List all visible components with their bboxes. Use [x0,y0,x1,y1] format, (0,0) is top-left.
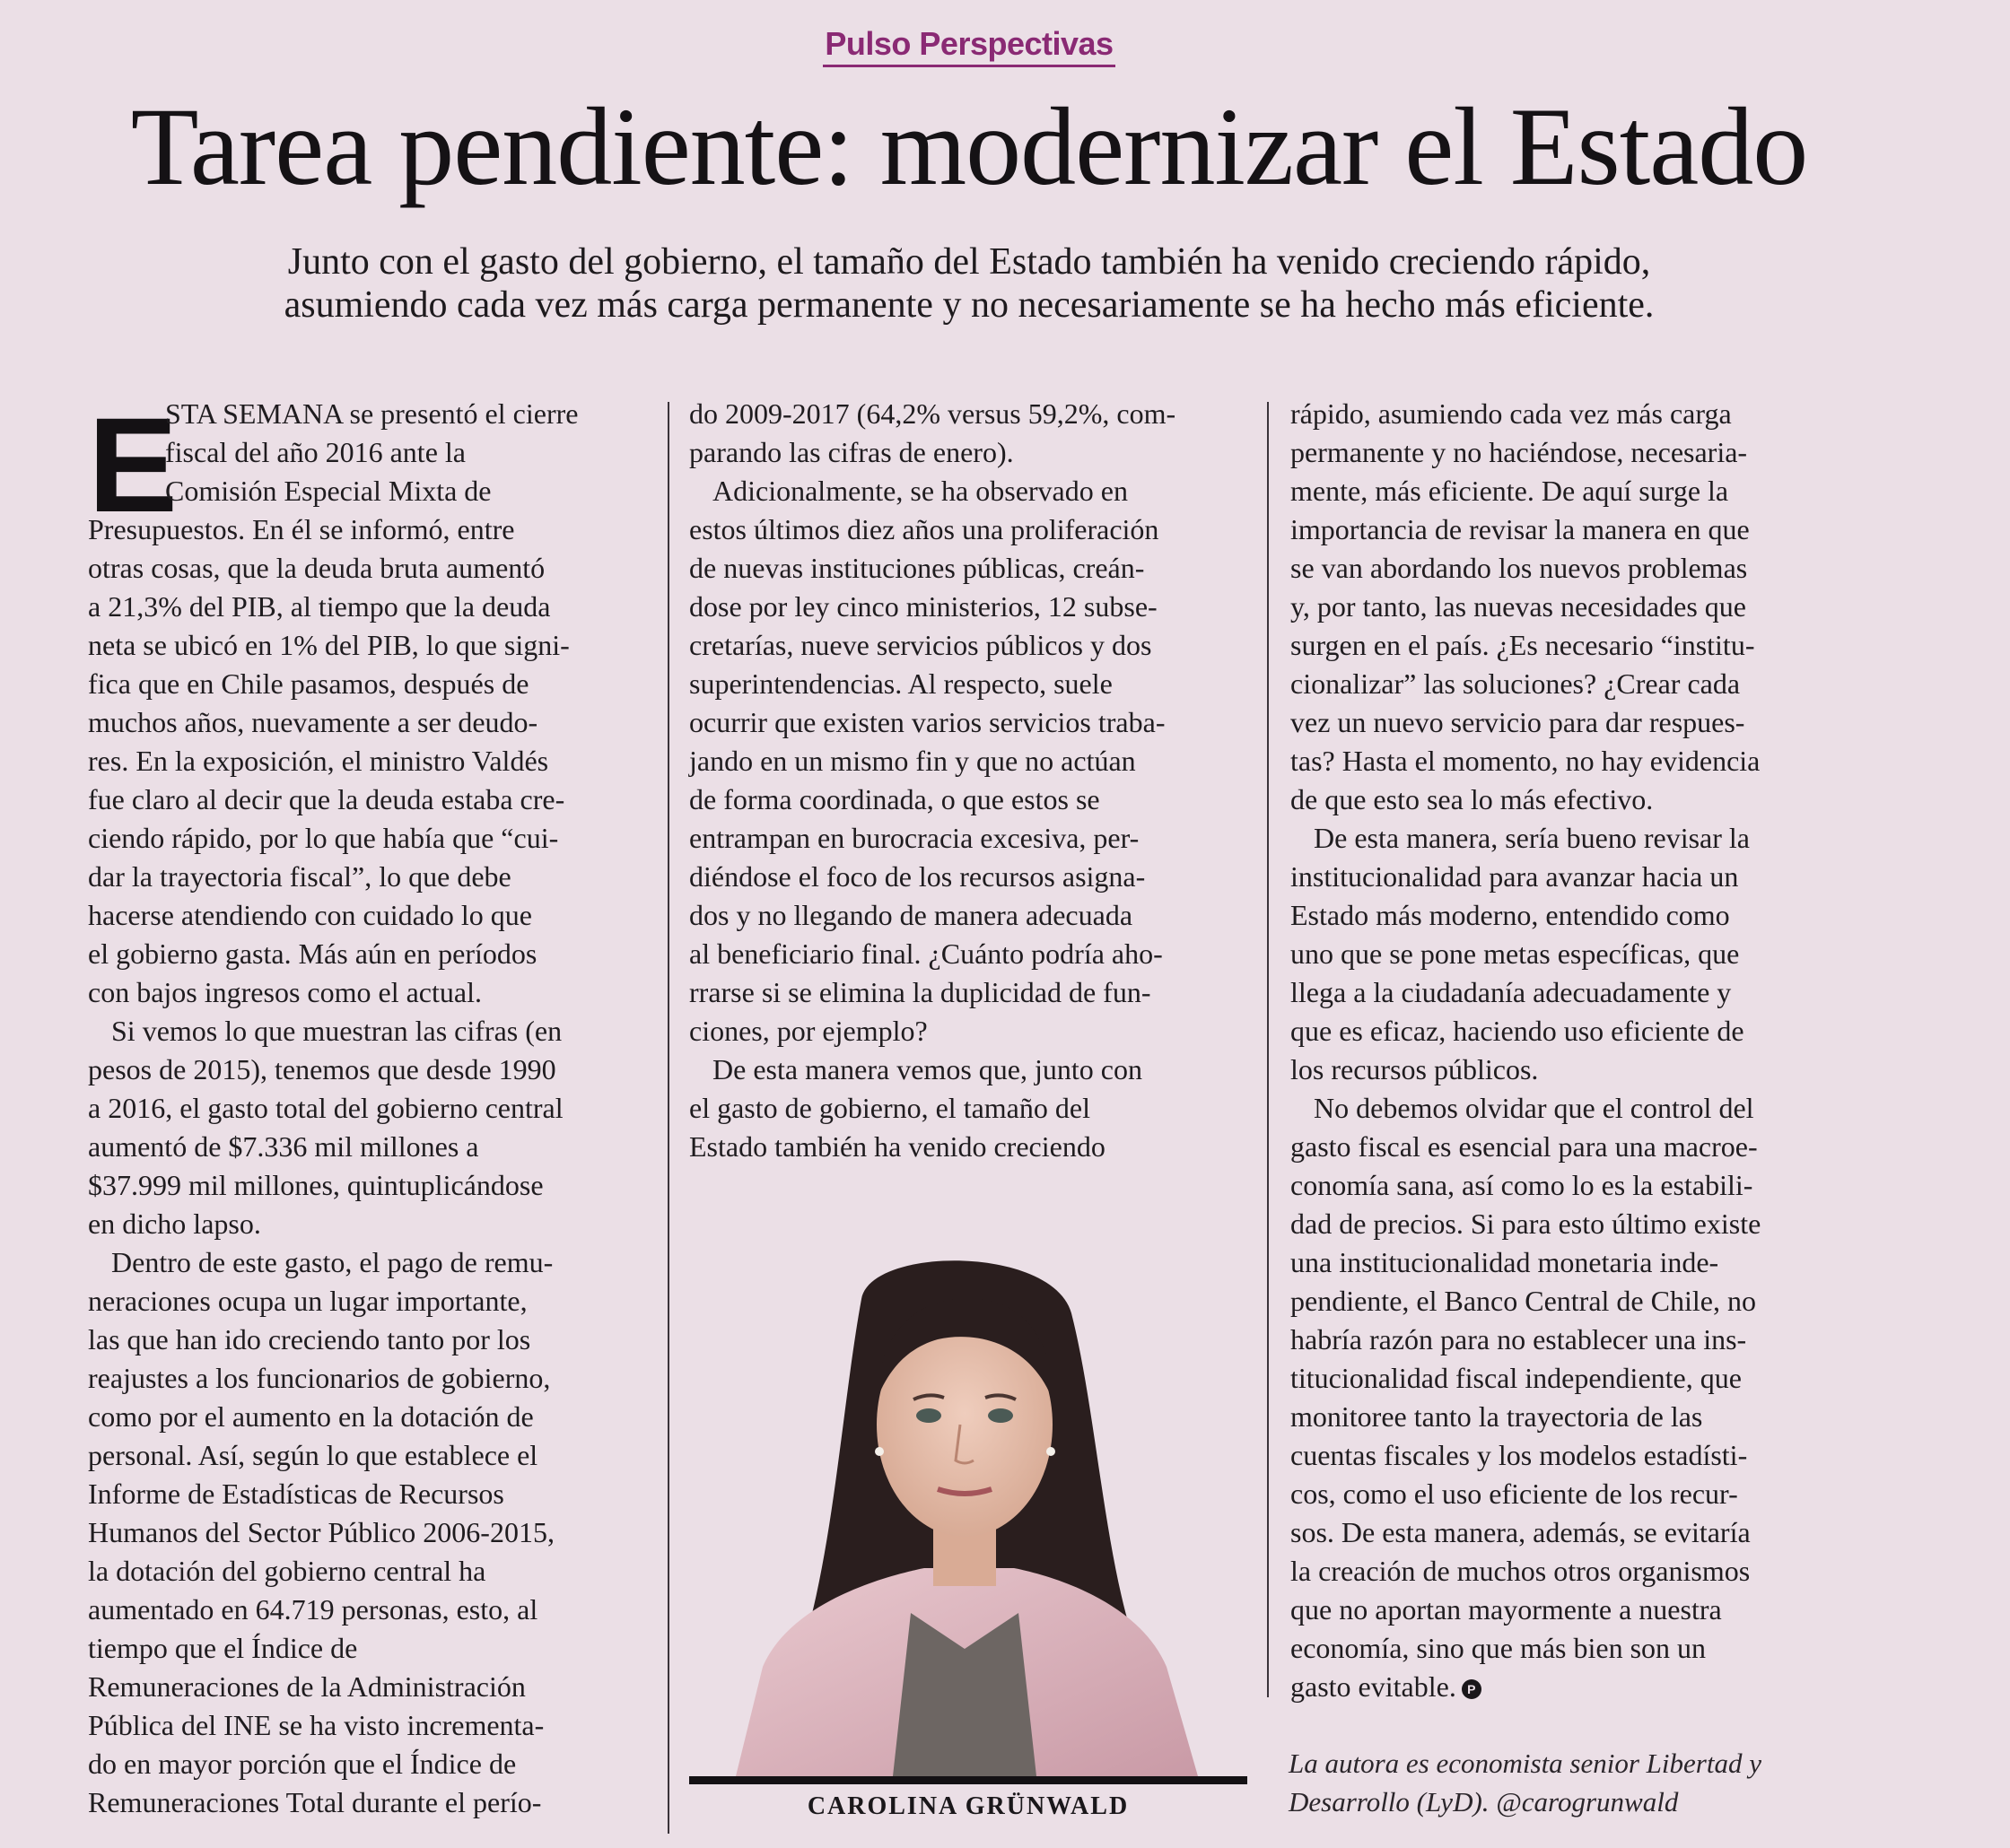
article-line: monitoree tanto la trayectoria de las [1290,1400,1703,1433]
article-line: fica que en Chile pasamos, después de [88,667,529,700]
article-line: a 2016, el gasto total del gobierno central [88,1092,564,1124]
deck [117,240,1822,327]
article-line: mente, más eficiente. De aquí surge la [1290,475,1729,507]
article-line: jando en un mismo fin y que no actúan [689,745,1136,777]
article-line: $37.999 mil millones, quintuplicándose [88,1169,544,1201]
article-line: No debemos olvidar que el control del [1314,1092,1754,1124]
article-line: el gasto de gobierno, el tamaño del [689,1092,1090,1124]
article-line: economía, sino que más bien son un [1290,1632,1707,1664]
article-line: De esta manera vemos que, junto con [712,1053,1142,1085]
article-line: gasto fiscal es esencial para una macroe- [1290,1130,1758,1163]
article-line: Estado más moderno, entendido como [1290,899,1730,931]
article-line: pesos de 2015), tenemos que desde 1990 [88,1053,556,1085]
article-line: STA SEMANA se presentó el cierre [165,397,579,430]
article-line: tas? Hasta el momento, no hay evidencia [1290,745,1761,777]
article-line: fue claro al decir que la deuda estaba cre- [88,783,565,815]
article-column-3 [1290,395,1865,1706]
article-line: una institucionalidad monetaria inde- [1290,1246,1719,1278]
article-line: de forma coordinada, o que estos se [689,783,1100,815]
article-line: Estado también ha venido creciendo [689,1130,1106,1163]
article-line: surgen en el país. ¿Es necesario “institu- [1290,629,1755,661]
article-line: aumentó de $7.336 mil millones a [88,1130,479,1163]
article-line: aumentado en 64.719 personas, esto, al [88,1593,538,1626]
article-line: el gobierno gasta. Más aún en períodos [88,937,537,970]
article-line: reajustes a los funcionarios de gobierno, [88,1362,551,1394]
article-line: gasto evitable. [1290,1670,1456,1703]
article-line: Adicionalmente, se ha observado en [712,475,1128,507]
article-line: tiempo que el Índice de [88,1632,358,1664]
article-line: las que han ido creciendo tanto por los [88,1323,531,1355]
article-line: y, por tanto, las nuevas necesidades que [1290,590,1746,623]
article-line: que no aportan mayormente a nuestra [1290,1593,1722,1626]
article-line: que es eficaz, haciendo uso eficiente de [1290,1015,1744,1047]
article-line: do 2009-2017 (64,2% versus 59,2%, com- [689,397,1176,430]
article-column-1 [88,389,644,1822]
article-line: la dotación del gobierno central ha [88,1555,486,1587]
article-line: cionalizar” las soluciones? ¿Crear cada [1290,667,1741,700]
end-mark-icon: P [1462,1679,1481,1699]
author-bio [1289,1744,1881,1821]
author-bio-line: Desarrollo (LyD). @carogrunwald [1289,1786,1679,1817]
article-line: dos y no llegando de manera adecuada [689,899,1133,931]
author-portrait [709,1245,1220,1776]
article-line: do en mayor porción que el Índice de [88,1748,517,1780]
article-line: estos últimos diez años una proliferación [689,513,1159,545]
article-line: Humanos del Sector Público 2006-2015, [88,1516,555,1548]
article-line: sos. De esta manera, además, se evitaría [1290,1516,1751,1548]
article-line: entrampan en burocracia excesiva, per- [689,822,1140,854]
article-line: la creación de muchos otros organismos [1290,1555,1751,1587]
article-line: como por el aumento en la dotación de [88,1400,534,1433]
author-byline: CAROLINA GRÜNWALD [807,1792,1130,1820]
article-line: de que esto sea lo más efectivo. [1290,783,1654,815]
article-line: pendiente, el Banco Central de Chile, no [1290,1285,1756,1317]
article-line: cuentas fiscales y los modelos estadísti- [1290,1439,1748,1471]
article-line: rrarse si se elimina la duplicidad de fun- [689,976,1151,1008]
article-line: llega a la ciudadanía adecuadamente y [1290,976,1732,1008]
article-line: Comisión Especial Mixta de [165,475,492,507]
article-line: dad de precios. Si para esto último existe [1290,1207,1761,1240]
article-line: neraciones ocupa un lugar importante, [88,1285,528,1317]
article-line: cretarías, nueve servicios públicos y dos [689,629,1152,661]
article-line: superintendencias. Al respecto, suele [689,667,1113,700]
article-line: al beneficiario final. ¿Cuánto podría aho- [689,937,1163,970]
article-line: ocurrir que existen varios servicios traba- [689,706,1166,738]
column-divider [1267,402,1269,1697]
article-line: Presupuestos. En él se informó, entre [88,513,515,545]
author-bio-line: La autora es economista senior Libertad y [1289,1748,1761,1779]
article-line: De esta manera, sería bueno revisar la [1314,822,1750,854]
article-line: personal. Así, según lo que establece el [88,1439,538,1471]
article-line: permanente y no haciéndose, necesaria- [1290,436,1748,468]
article-line: con bajos ingresos como el actual. [88,976,482,1008]
article-line: fiscal del año 2016 ante la [165,436,466,468]
article-line: dose por ley cinco ministerios, 12 subse- [689,590,1158,623]
article-line: a 21,3% del PIB, al tiempo que la deuda [88,590,551,623]
headline: Tarea pendiente: modernizar el Estado [130,85,1808,208]
section-kicker-label: Pulso Perspectivas [823,25,1114,67]
article-line: titucionalidad fiscal independiente, que [1290,1362,1742,1394]
article-line: diéndose el foco de los recursos asigna- [689,860,1146,893]
article-line: res. En la exposición, el ministro Valdés [88,745,549,777]
deck-line: Junto con el gasto del gobierno, el tamaño del Estado también ha venido creciendo rápido, [287,241,1651,283]
section-kicker [0,25,1938,63]
article-line: de nuevas instituciones públicas, creán- [689,552,1145,584]
article-line: cos, como el uso eficiente de los recur- [1290,1478,1738,1510]
article-line: rápido, asumiendo cada vez más carga [1290,397,1732,430]
column-divider [668,402,669,1834]
article-line: los recursos públicos. [1290,1053,1539,1085]
article-line: uno que se pone metas específicas, que [1290,937,1740,970]
photo-rule [689,1776,1247,1784]
deck-line: asumiendo cada vez más carga permanente y no necesariamente se ha hecho más eficiente. [284,284,1655,326]
article-line [1290,1668,1865,1706]
article-line: conomía sana, así como lo es la estabili- [1290,1169,1753,1201]
article-line: parando las cifras de enero). [689,436,1014,468]
article-line: se van abordando los nuevos problemas [1290,552,1748,584]
author-portrait-illustration [709,1245,1220,1776]
article-line: ciendo rápido, por lo que había que “cui- [88,822,559,854]
article-line: Dentro de este gasto, el pago de remu- [111,1246,554,1278]
article-line: en dicho lapso. [88,1207,261,1240]
drop-cap: E [88,389,179,540]
article-line: vez un nuevo servicio para dar respues- [1290,706,1745,738]
article-line: Remuneraciones Total durante el perío- [88,1786,542,1818]
article-line: institucionalidad para avanzar hacia un [1290,860,1739,893]
article-line: otras cosas, que la deuda bruta aumentó [88,552,546,584]
article-line: Informe de Estadísticas de Recursos [88,1478,504,1510]
article-line: Pública del INE se ha visto incrementa- [88,1709,545,1741]
article-line: muchos años, nuevamente a ser deudo- [88,706,538,738]
article-column-2 [689,395,1254,1166]
article-line: hacerse atendiendo con cuidado lo que [88,899,532,931]
article-line: habría razón para no establecer una ins- [1290,1323,1747,1355]
article-line: ciones, por ejemplo? [689,1015,928,1047]
article-line: dar la trayectoria fiscal”, lo que debe [88,860,511,893]
article-line: Si vemos lo que muestran las cifras (en [111,1015,563,1047]
article-line: Remuneraciones de la Administración [88,1670,526,1703]
article-line: importancia de revisar la manera en que [1290,513,1750,545]
article-line: neta se ubicó en 1% del PIB, lo que signi- [88,629,570,661]
